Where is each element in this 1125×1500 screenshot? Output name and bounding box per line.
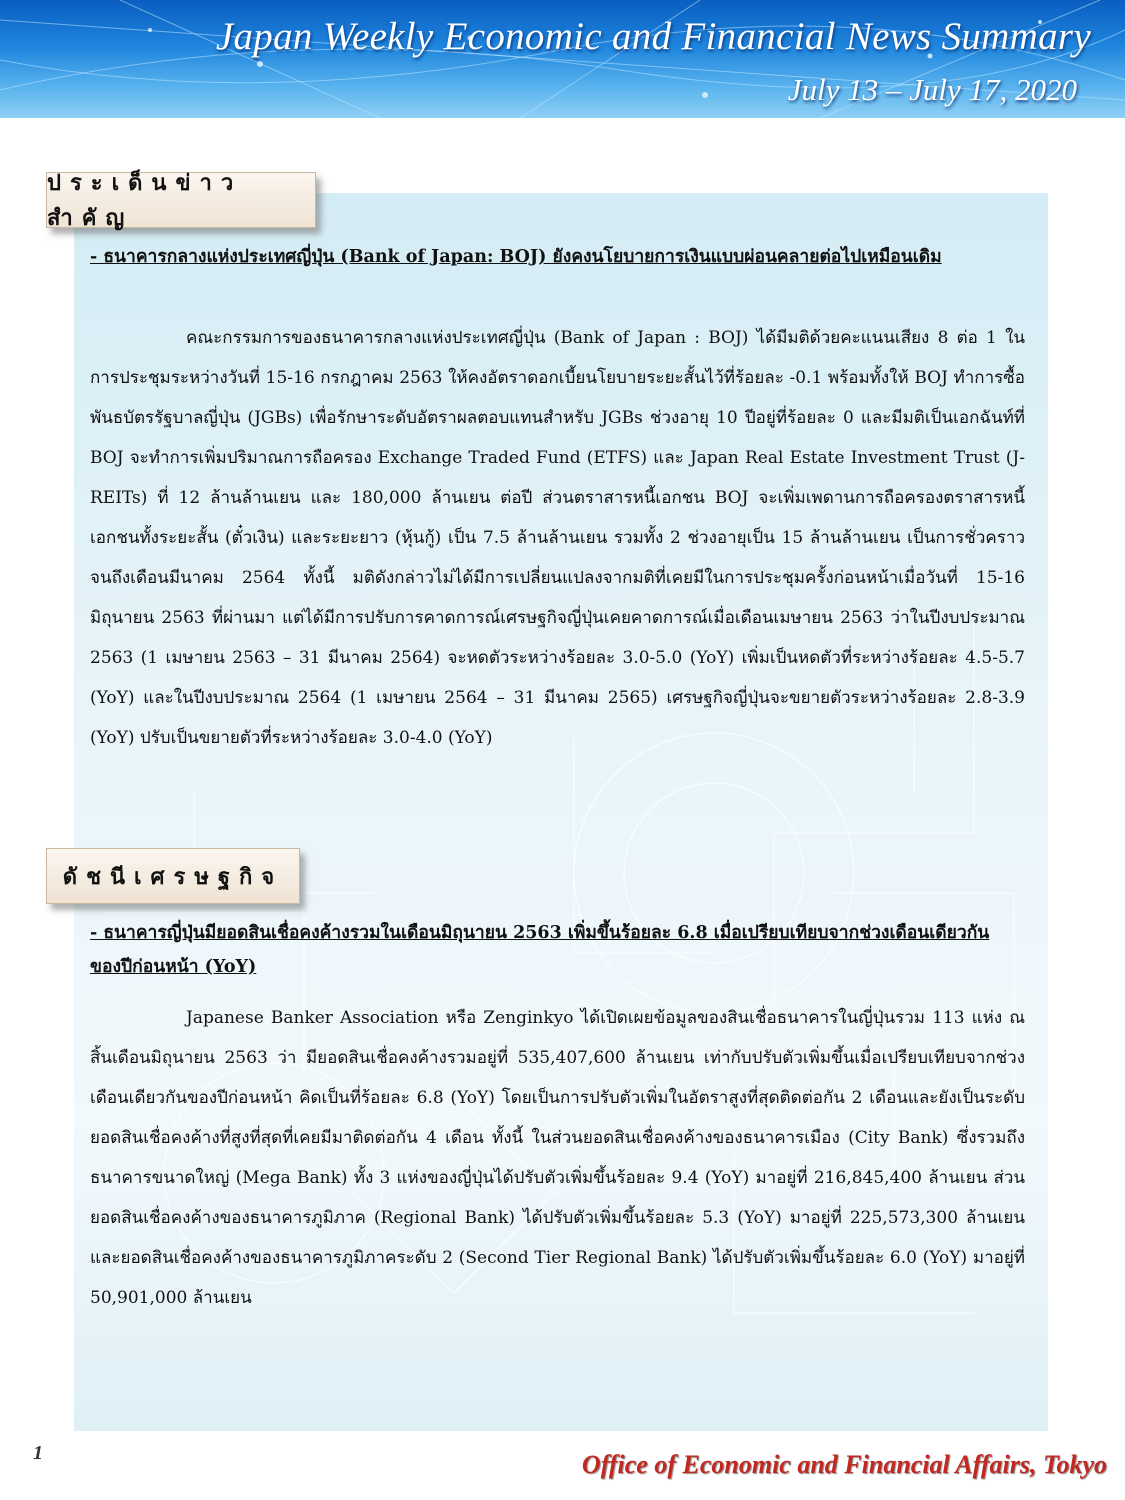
report-title: Japan Weekly Economic and Financial News Summary: [215, 15, 1091, 58]
header-banner: [0, 0, 1125, 118]
section-body: คณะกรรมการของธนาคารกลางแห่งประเทศญี่ปุ่น (Bank of Japan : BOJ) ได้มีมติด้วยคะแนนเสียง 8 ต่อ 1 ในการประชุมระหว่างวันที่ 15-16 กรกฎาคม 2563 ให้คงอัตราดอกเบี้ยนโยบายระยะสั้นไว้ที่ร้อยละ -0.1 พร้อมทั้งให้ BOJ ทำการซื้อพันธบัตรรัฐบาลญี่ปุ่น (JGBs) เพื่อรักษาระดับอัตราผลตอบแทนสำหรับ JGBs ช่วงอายุ 10 ปีอยู่ที่ร้อยละ 0 และมีมติเป็นเอกฉันท์ที่ BOJ จะทำการเพิ่มปริมาณการถือครอง Exchange Traded Fund (ETFS) และ Japan Real Estate Investment Trust (J-REITs) ที่ 12 ล้านล้านเยน และ 180,000 ล้านเยน ต่อปี ส่วนตราสารหนี้เอกชน BOJ จะเพิ่มเพดานการถือครองตราสารหนี้เอกชนทั้งระยะสั้น (ตั๋วเงิน) และระยะยาว (หุ้นกู้) เป็น 7.5 ล้านล้านเยน รวมทั้ง 2 ช่วงอายุเป็น 15 ล้านล้านเยน เป็นการชั่วคราวจนถึงเดือนมีนาคม 2564 ทั้งนี้ มติดังกล่าวไม่ได้มีการเปลี่ยนแปลงจากมติที่เคยมีในการประชุมครั้งก่อนหน้าเมื่อวันที่ 15-16 มิถุนายน 2563 ที่ผ่านมา แต่ได้มีการปรับการคาดการณ์เศรษฐกิจญี่ปุ่นเคยคาดการณ์เมื่อเดือนเมษายน 2563 ว่าในปีงบประมาณ 2563 (1 เมษายน 2563 – 31 มีนาคม 2564) จะหดตัวระหว่างร้อยละ 3.0-5.0 (YoY) เพิ่มเป็นหดตัวที่ระหว่างร้อยละ 4.5-5.7 (YoY) และในปีงบประมาณ 2564 (1 เมษายน 2564 – 31 มีนาคม 2565) เศรษฐกิจญี่ปุ่นจะขยายตัวระหว่างร้อยละ 2.8-3.9 (YoY) ปรับเป็นขยายตัวที่ระหว่างร้อยละ 3.0-4.0 (YoY): [90, 328, 1025, 748]
page-number: 1: [33, 1442, 43, 1464]
report-date-range: July 13 – July 17, 2020: [787, 72, 1077, 107]
section-headline: - ธนาคารกลางแห่งประเทศญี่ปุ่น (Bank of Japan: BOJ) ยังคงนโยบายการเงินแบบผ่อนคลายต่อไปเหมือนเดิม: [90, 247, 942, 267]
section-tab-key-news: ประเด็นข่าวสำคัญ: [46, 172, 316, 228]
section-body: Japanese Banker Association หรือ Zenginkyo ได้เปิดเผยข้อมูลของสินเชื่อธนาคารในญี่ปุ่นรวม 113 แห่ง ณ สิ้นเดือนมิถุนายน 2563 ว่า มียอดสินเชื่อคงค้างรวมอยู่ที่ 535,407,600 ล้านเยน เท่ากับปรับตัวเพิ่มขึ้นเมื่อเปรียบเทียบจากช่วงเดือนเดียวกันของปีก่อนหน้า คิดเป็นที่ร้อยละ 6.8 (YoY) โดยเป็นการปรับตัวเพิ่มในอัตราสูงที่สุดติดต่อกัน 2 เดือนและยังเป็นระดับยอดสินเชื่อคงค้างที่สูงที่สุดที่เคยมีมาติดต่อกัน 4 เดือน ทั้งนี้ ในส่วนยอดสินเชื่อคงค้างของธนาคารเมือง (City Bank) ซึ่งรวมถึงธนาคารขนาดใหญ่ (Mega Bank) ทั้ง 3 แห่งของญี่ปุ่นได้ปรับตัวเพิ่มขึ้นร้อยละ 9.4 (YoY) มาอยู่ที่ 216,845,400 ล้านเยน ส่วนยอดสินเชื่อคงค้างของธนาคารภูมิภาค (Regional Bank) ได้ปรับตัวเพิ่มขึ้นร้อยละ 5.3 (YoY) มาอยู่ที่ 225,573,300 ล้านเยน และยอดสินเชื่อคงค้างของธนาคารภูมิภาคระดับ 2 (Second Tier Regional Bank) ได้ปรับตัวเพิ่มขึ้นร้อยละ 6.0 (YoY) มาอยู่ที่ 50,901,000 ล้านเยน: [90, 1008, 1025, 1308]
section-headline: - ธนาคารญี่ปุ่นมียอดสินเชื่อคงค้างรวมในเดือนมิถุนายน 2563 เพิ่มขึ้นร้อยละ 6.8 เมื่อเปรียบเทียบจากช่วงเดือนเดียวกันของปีก่อนหน้า (YoY): [90, 923, 990, 977]
footer-office-name: Office of Economic and Financial Affairs, Tokyo: [581, 1450, 1107, 1479]
section-tab-economic-indicators: ดัชนีเศรษฐกิจ: [46, 848, 300, 904]
